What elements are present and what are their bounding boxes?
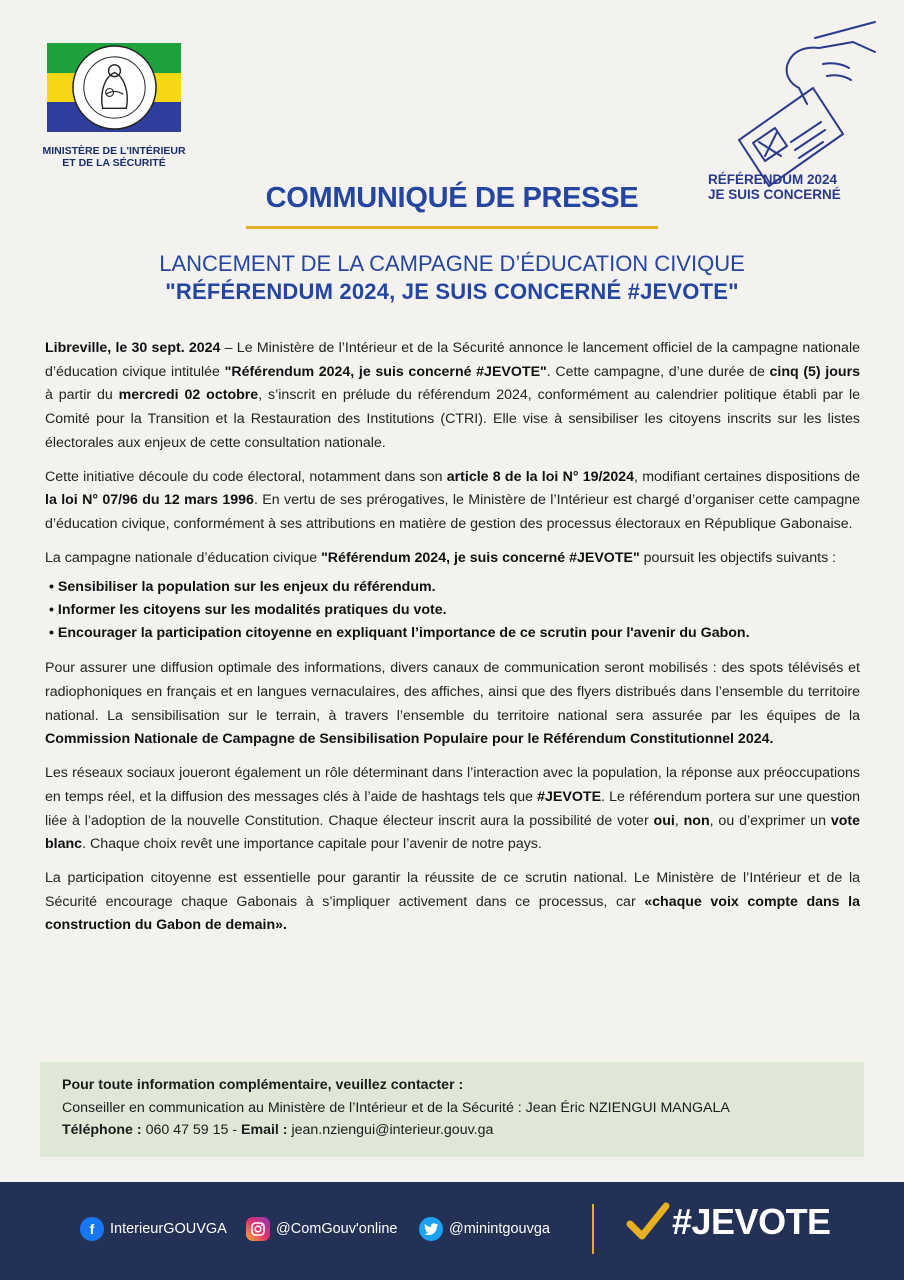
contact-heading: Pour toute information complémentaire, veuillez contacter : — [62, 1077, 464, 1093]
text-run: . Chaque choix revêt une importance capitale pour l’avenir de notre pays. — [82, 836, 542, 853]
campaign-logo-line1: RÉFÉRENDUM 2024 — [708, 172, 838, 187]
list-item: • Sensibiliser la population sur les enjeux du référendum. — [49, 576, 860, 599]
paragraph-2 — [45, 466, 860, 537]
facebook-link[interactable] — [80, 1217, 227, 1241]
jevote-logo — [626, 1200, 831, 1244]
subtitle — [40, 250, 864, 306]
contact-details — [62, 1119, 842, 1142]
paragraph-3 — [45, 547, 860, 571]
phone-label: Téléphone : — [62, 1122, 142, 1138]
law-reference: article 8 de la loi N° 19/2024 — [446, 468, 635, 485]
instagram-link[interactable] — [246, 1217, 397, 1241]
text-run: Pour assurer une diffusion optimale des informations, divers canaux de communication seront mobilisés : des spots télévisés et radiophoniques en français et en langues vernaculaires, des affiches, ainsi que des flyers distribués dans l’ensemble du territoire national. La sensibilisation sur le terrain, à travers l’ensemble du territoire national sera assurée par les équipes de la — [45, 660, 860, 724]
text-run: . Cette campagne, d’une durée de — [546, 363, 770, 380]
text-run: à partir du — [45, 387, 119, 404]
paragraph-4 — [45, 657, 860, 752]
list-item: • Informer les citoyens sur les modalités pratiques du vote. — [49, 599, 860, 622]
text-run: Cette initiative découle du code électoral, notamment dans son — [45, 468, 447, 485]
paragraph-5 — [45, 762, 860, 857]
list-item: • Encourager la participation citoyenne en expliquant l’importance de ce scrutin pour l'avenir du Gabon. — [49, 622, 860, 645]
campaign-logo-line2: JE SUIS CONCERNÉ — [708, 187, 841, 202]
instagram-handle: @ComGouv'online — [276, 1221, 398, 1237]
jevote-hashtag: #JEVOTE — [672, 1201, 831, 1242]
dateline: Libreville, le 30 sept. 2024 — [45, 340, 221, 356]
twitter-link[interactable] — [419, 1217, 550, 1241]
subtitle-line2: "RÉFÉRENDUM 2024, JE SUIS CONCERNÉ #JEVOTE" — [165, 279, 739, 304]
press-release-body — [45, 337, 860, 948]
contact-advisor: Conseiller en communication au Ministère de l’Intérieur et de la Sécurité : Jean Éric NZIENGUI MANGALA — [62, 1099, 730, 1116]
text-run: Les réseaux sociaux joueront également un rôle déterminant dans l’interaction avec la population, la réponse aux préoccupations en temps réel, et la diffusion des messages clés à l’aide de hashtags tels que — [45, 765, 860, 805]
law-reference: la loi N° 07/96 du 12 mars 1996 — [45, 492, 254, 509]
vote-option-no: non — [683, 812, 710, 829]
title-underline — [246, 226, 658, 229]
twitter-handle: @minintgouvga — [449, 1221, 550, 1237]
text-run: , ou d’exprimer un — [709, 812, 831, 829]
facebook-handle: InterieurGOUVGA — [110, 1221, 227, 1237]
phone-number: 060 47 59 15 - — [141, 1122, 242, 1138]
text-run: La participation citoyenne est essentielle pour garantir la réussite de ce scrutin national. Le Ministère de l’Intérieur et de la Sécurité encourage chaque Gabonais à s’impliquer activement dans ce processus, car — [45, 869, 860, 910]
subtitle-line1: LANCEMENT DE LA CAMPAGNE D’ÉDUCATION CIVIQUE — [159, 251, 745, 276]
text-run: , s’inscrit en prélude du référendum 2024, conformément au calendrier politique établi par le Comité pour la Transition et la Restauration des Institutions (CTRI). Elle vise à sensibiliser les citoyens inscrits sur les listes électorales aux enjeux de cette consultation nationale. — [45, 387, 861, 451]
text-run: La campagne nationale d’éducation civique — [45, 549, 322, 566]
twitter-bird-icon — [419, 1217, 443, 1241]
email-link[interactable]: jean.nziengui@interieur.gouv.ga — [287, 1122, 494, 1138]
campaign-name: "Référendum 2024, je suis concerné #JEVOTE" — [321, 549, 640, 566]
vote-option-blank: vote blanc — [45, 812, 860, 853]
republic-seal-icon — [70, 43, 159, 132]
page-title: COMMUNIQUÉ DE PRESSE — [265, 182, 639, 214]
paragraph-1 — [45, 337, 860, 456]
footer-divider — [592, 1204, 594, 1254]
instagram-icon — [246, 1217, 270, 1241]
text-run: , modifiant certaines dispositions de — [634, 468, 860, 485]
commission-name: Commission Nationale de Campagne de Sensibilisation Populaire pour le Référendum Constitutionnel 2024. — [45, 731, 774, 748]
hashtag: #JEVOTE — [537, 788, 602, 805]
text-run: , — [674, 812, 684, 829]
facebook-icon: f — [80, 1217, 104, 1241]
campaign-name: "Référendum 2024, je suis concerné #JEVOTE" — [224, 363, 547, 380]
contact-box — [40, 1062, 864, 1157]
email-label: Email : — [241, 1122, 288, 1138]
closing-quote: «chaque voix compte dans la construction du Gabon de demain». — [45, 893, 860, 934]
footer — [0, 1182, 904, 1280]
checkmark-icon — [626, 1200, 670, 1244]
text-run: . Le référendum portera sur une question liée à l’adoption de la nouvelle Constitution. Chaque électeur inscrit aura la possibilité de voter — [45, 788, 860, 829]
start-date: mercredi 02 octobre — [118, 387, 259, 404]
text-run: poursuit les objectifs suivants : — [639, 549, 837, 566]
paragraph-6 — [45, 867, 860, 938]
duration: cinq (5) jours — [769, 363, 860, 380]
text-run: . En vertu de ses prérogatives, le Ministère de l’Intérieur est chargé d’organiser cette campagne d’éducation civique, conformément à ses attributions en matière de gestion des processus électoraux en République Gabonaise. — [45, 492, 860, 532]
gabon-flag-emblem — [47, 43, 181, 132]
vote-option-yes: oui — [653, 812, 675, 829]
campaign-logo-caption — [708, 172, 868, 202]
ministry-label: MINISTÈRE DE L'INTÉRIEUR ET DE LA SÉCURITÉ — [42, 145, 186, 169]
objectives-list — [49, 576, 860, 645]
text-run: – Le Ministère de l’Intérieur et de la Sécurité annonce le lancement officiel de la campagne nationale d’éducation civique intitulée — [45, 340, 860, 380]
